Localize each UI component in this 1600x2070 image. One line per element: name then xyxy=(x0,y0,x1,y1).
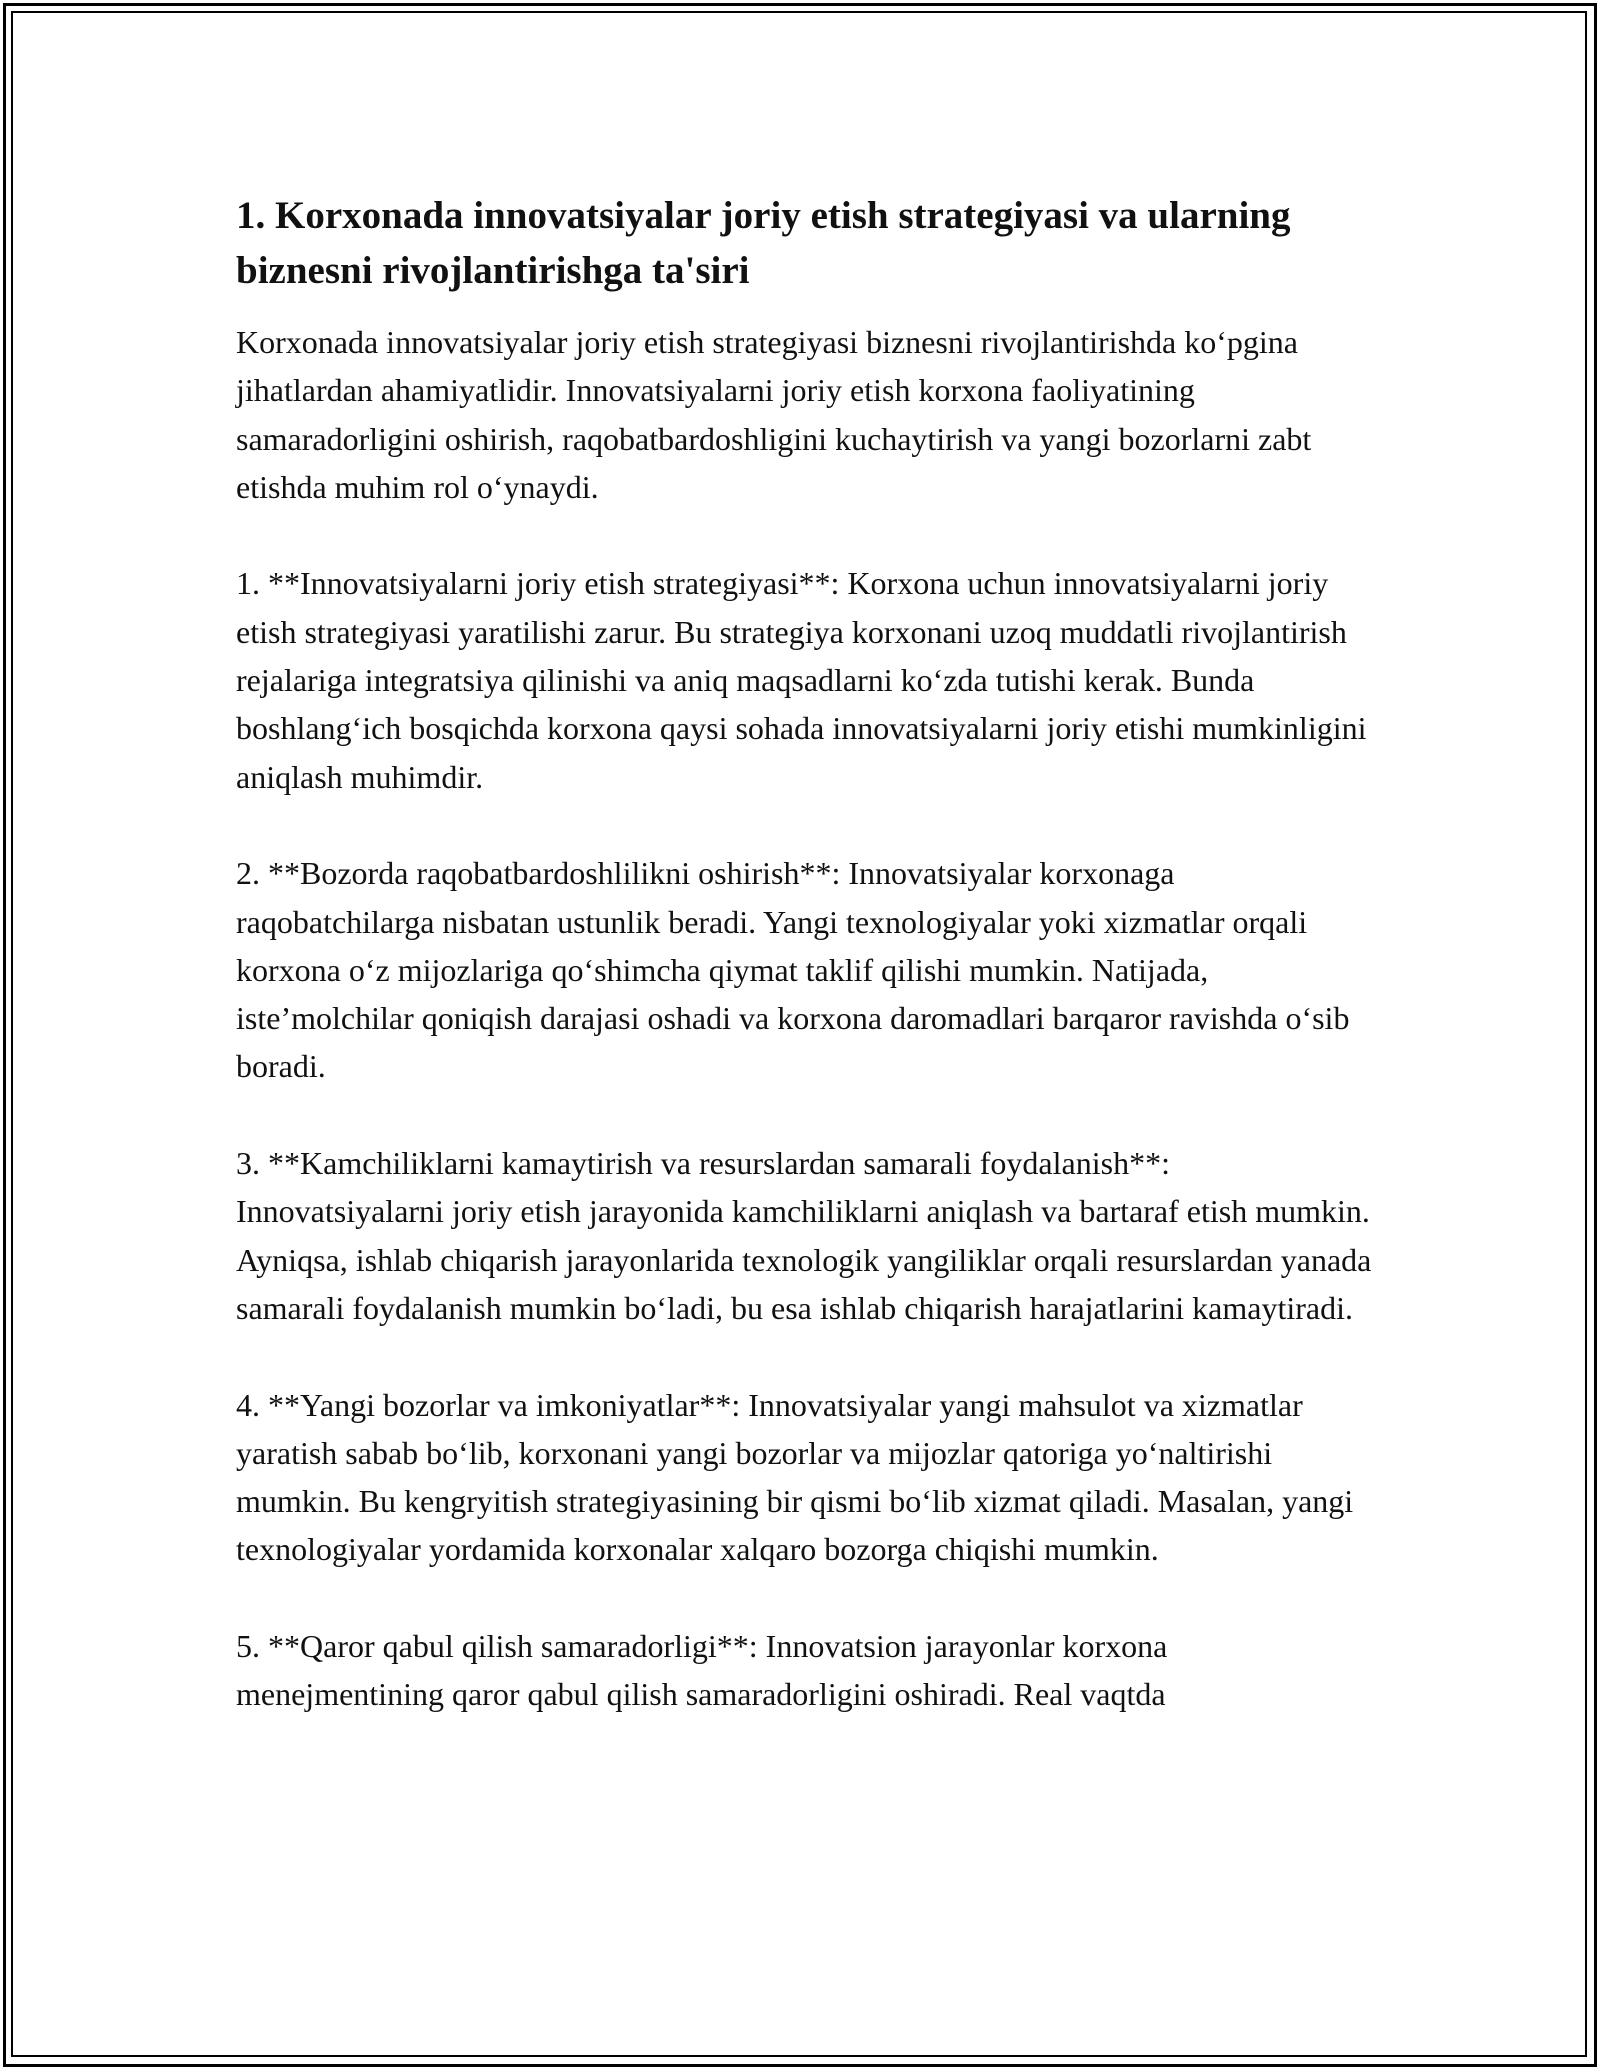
paragraph-item-1: 1. **Innovatsiyalarni joriy etish strategiyasi**: Korxona uchun innovatsiyalarni joriy etish strategiyasi yaratilishi zarur. Bu strategiya korxonani uzoq muddatli rivojlantirish rejalariga integratsiya qilinishi va aniq maqsadlarni ko‘zda tutishi kerak. Bunda boshlang‘ich bosqichda korxona qaysi sohada innovatsiyalarni joriy etishi mumkinligini aniqlash muhimdir. xyxy=(236,565,1367,795)
paragraph-item-5: 5. **Qaror qabul qilish samaradorligi**: Innovatsion jarayonlar korxona menejmentining qaror qabul qilish samaradorligini oshiradi. Real vaqtda xyxy=(236,1628,1168,1713)
paragraph-item-4: 4. **Yangi bozorlar va imkoniyatlar**: Innovatsiyalar yangi mahsulot va xizmatlar yaratish sabab bo‘lib, korxonani yangi bozorlar va mijozlar qatoriga yo‘naltirishi mumkin. Bu kengryitish strategiyasining bir qismi bo‘lib xizmat qiladi. Masalan, yangi texnologiyalar yordamida korxonalar xalqaro bozorga chiqishi mumkin. xyxy=(236,1386,1354,1568)
document-body xyxy=(236,188,1376,1719)
paragraph-item-2: 2. **Bozorda raqobatbardoshlilikni oshirish**: Innovatsiyalar korxonaga raqobatchilarga nisbatan ustunlik beradi. Yangi texnologiyalar yoki xizmatlar orqali korxona o‘z mijozlariga qo‘shimcha qiymat taklif qilishi mumkin. Natijada, iste’molchilar qoniqish darajasi oshadi va korxona daromadlari barqaror ravishda o‘sib boradi. xyxy=(236,855,1350,1085)
document-heading: 1. Korxonada innovatsiyalar joriy etish strategiyasi va ularning biznesni rivojlantirishga ta'siri xyxy=(236,194,1291,292)
paragraph-item-3: 3. **Kamchiliklarni kamaytirish va resurslardan samarali foydalanish**: Innovatsiyalarni joriy etish jarayonida kamchiliklarni aniqlash va bartaraf etish mumkin. Ayniqsa, ishlab chiqarish jarayonlarida texnologik yangiliklar orqali resurslardan yanada samarali foydalanish mumkin bo‘ladi, bu esa ishlab chiqarish harajatlarini kamaytiradi. xyxy=(236,1145,1372,1326)
intro-paragraph: Korxonada innovatsiyalar joriy etish strategiyasi biznesni rivojlantirishda ko‘pgina jihatlardan ahamiyatlidir. Innovatsiyalarni joriy etish korxona faoliyatining samaradorligini oshirish, raqobatbardoshligini kuchaytirish va yangi bozorlarni zabt etishda muhim rol o‘ynaydi. xyxy=(236,324,1312,505)
